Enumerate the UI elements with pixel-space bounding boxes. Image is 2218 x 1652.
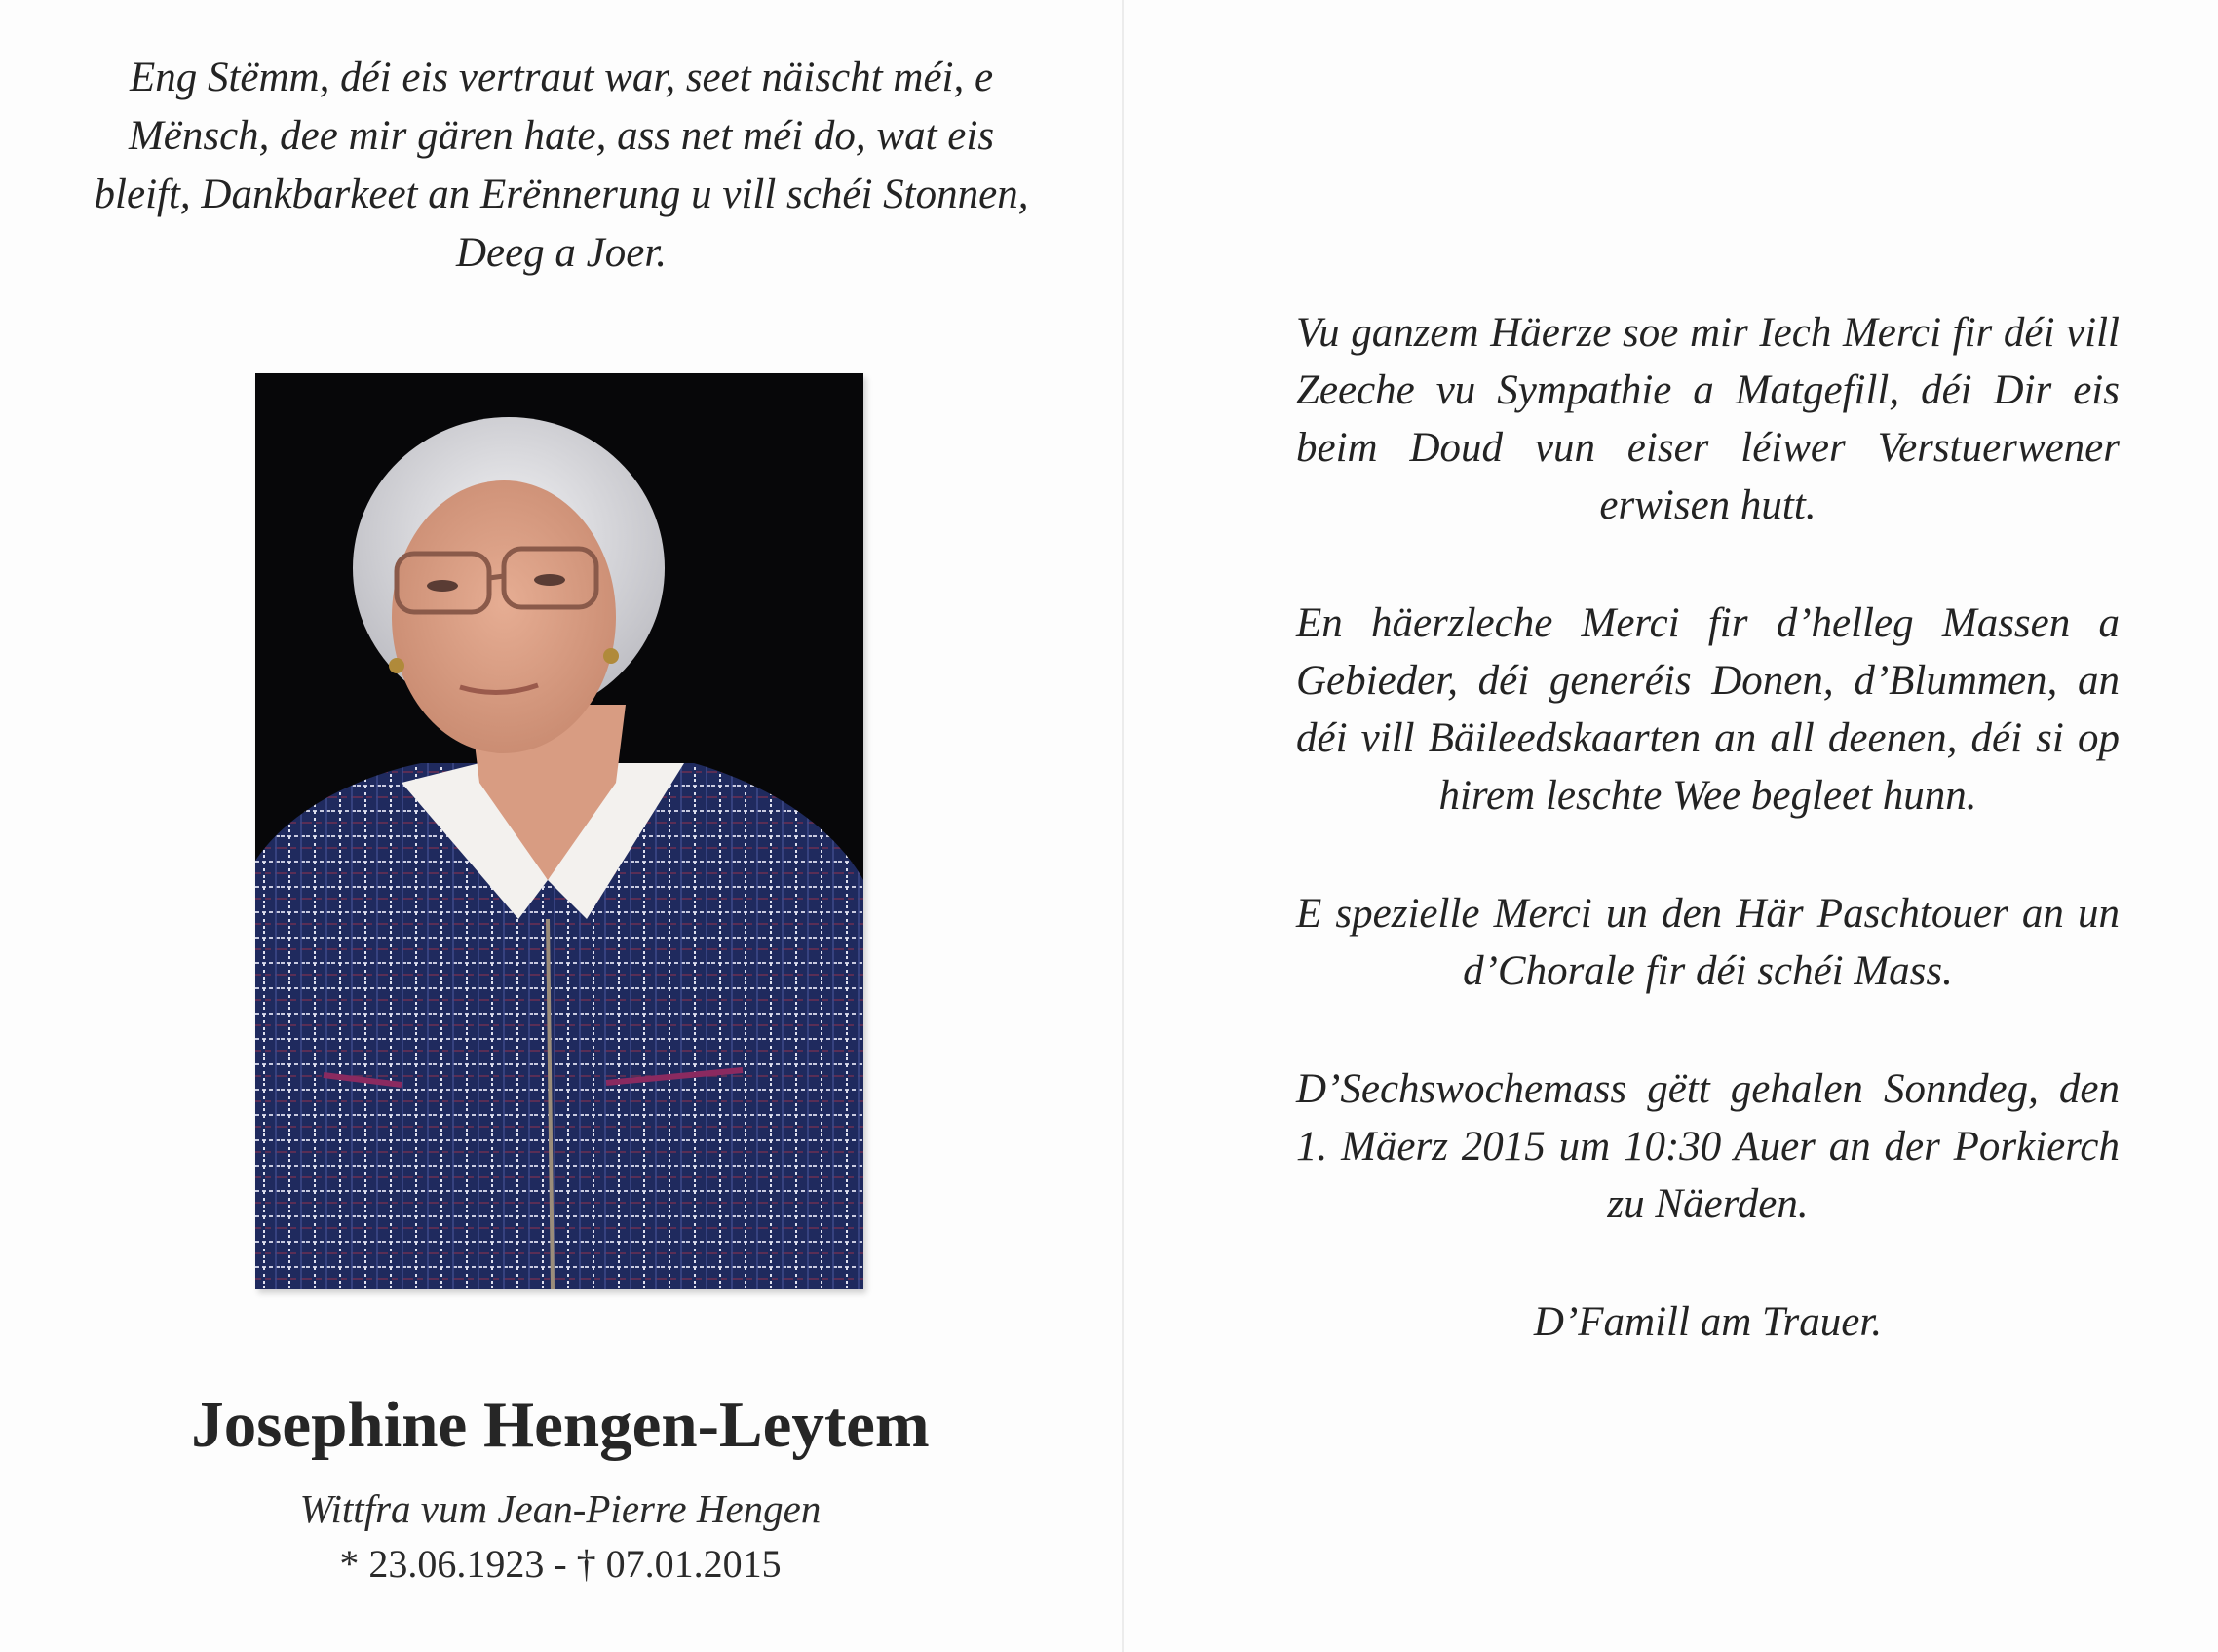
thanks-paragraph: E spezielle Merci un den Här Paschtouer an un d’Chorale fir déi schéi Mass. [1296, 891, 2120, 994]
mass-announcement: D’Sechswochemass gëtt gehalen Sonndeg, den 1. Mäerz 2015 um 10:30 Auer an der Porkierch zu Näerden. [1296, 1066, 2120, 1227]
deceased-name: Josephine Hengen-Leytem [191, 1389, 930, 1461]
thank-you-text [1296, 304, 2120, 1411]
memorial-poem [83, 49, 1040, 283]
life-dates: * 23.06.1923 - † 07.01.2015 [339, 1542, 782, 1586]
thanks-paragraph: Vu ganzem Häerze soe mir Iech Merci fir déi vill Zeeche vu Sympathie a Matgefill, déi Dir eis beim Doud vun eiser léiwer Verstuerwener erwisen hutt. [1296, 310, 2120, 528]
family-signature: D’Famill am Trauer. [1533, 1299, 1883, 1345]
widow-subtitle: Wittfra vum Jean-Pierre Hengen [299, 1486, 822, 1531]
thanks-paragraph: En häerzleche Merci fir d’helleg Massen a Gebieder, déi generéis Donen, d’Blummen, an déi vill Bäileedskaarten an all deenen, déi si op hirem leschte Wee begleet hunn. [1296, 600, 2120, 819]
portrait-photo [255, 373, 863, 1289]
portrait-photo-icon [255, 373, 863, 1289]
poem-text: Eng Stëmm, déi eis vertraut war, seet näischt méi, e Mënsch, dee mir gären hate, ass net méi do, wat eis bleift, Dankbarkeet an Erënnerung u vill schéi Stonnen, Deeg a Joer. [94, 55, 1029, 276]
